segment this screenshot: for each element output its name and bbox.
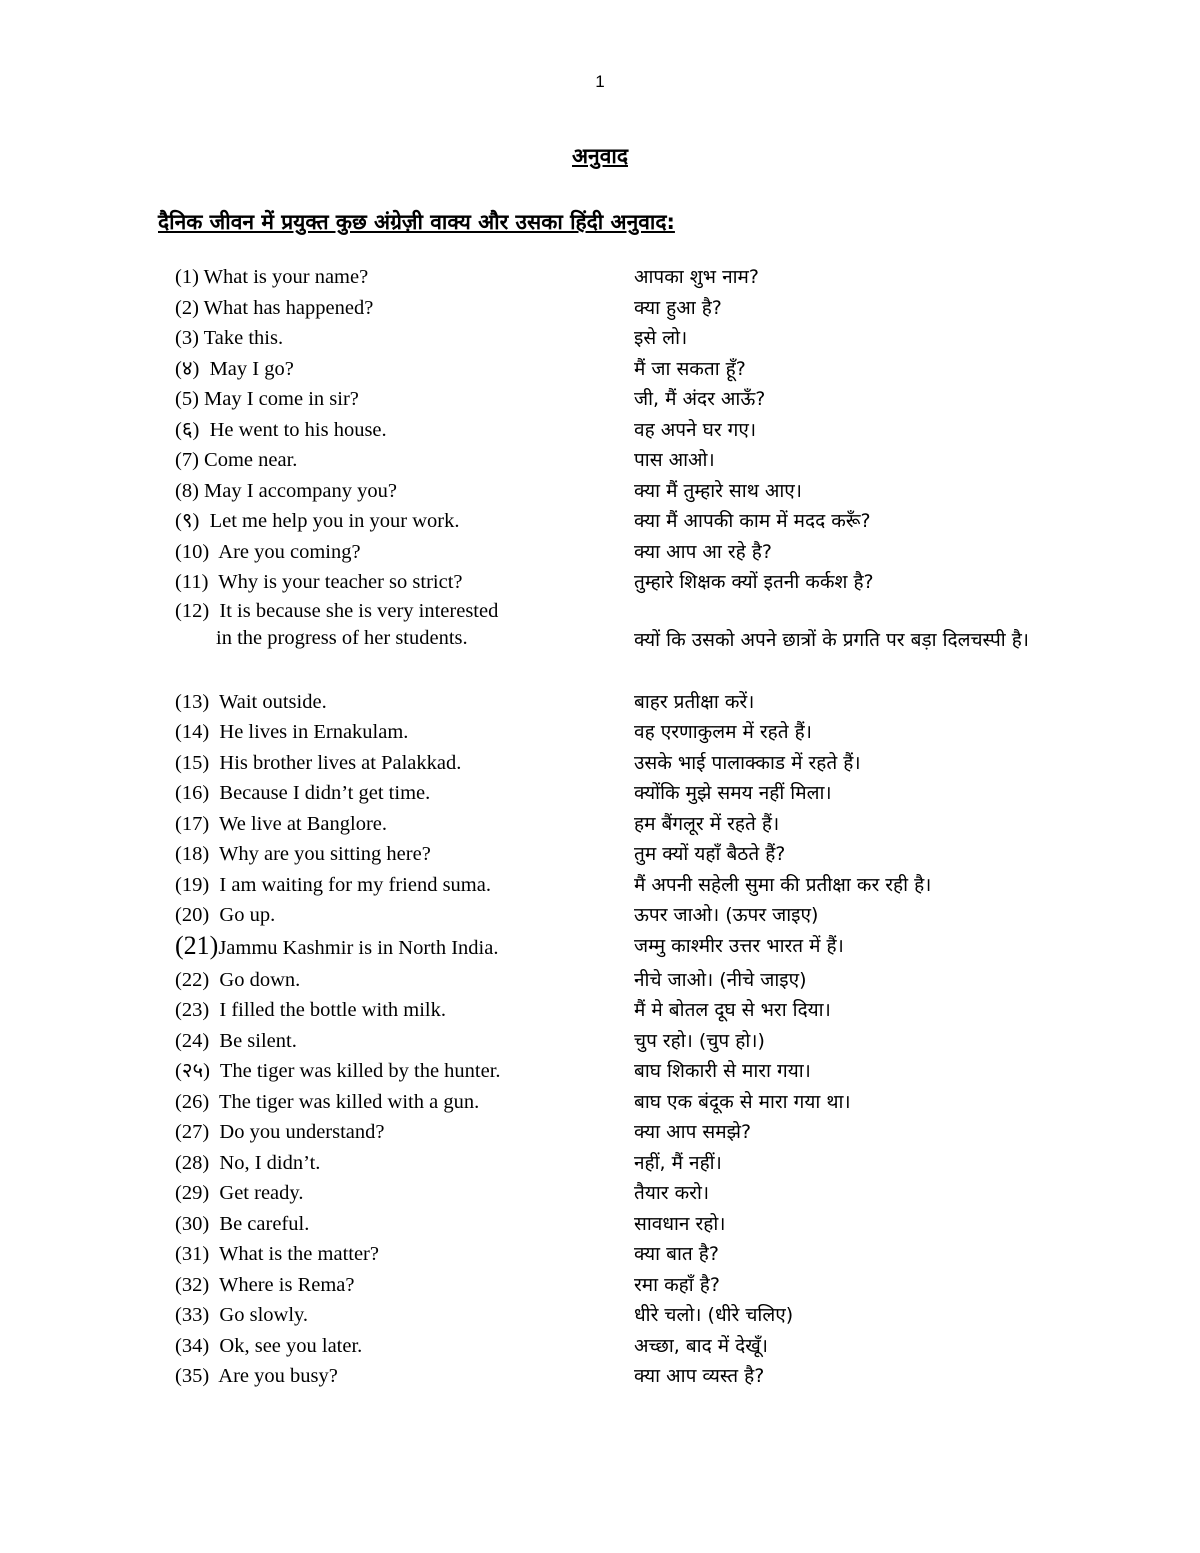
item-number: (1) bbox=[175, 266, 199, 288]
english-text: Wait outside. bbox=[214, 690, 327, 713]
hindi-translation: तैयार करो। bbox=[634, 1182, 710, 1204]
english-sentence bbox=[175, 598, 498, 652]
translation-row bbox=[0, 1148, 1200, 1179]
hindi-translation: क्या मैं तुम्हारे साथ आए। bbox=[634, 479, 803, 502]
english-text: I filled the bottle with milk. bbox=[214, 999, 447, 1021]
english-text-continued: in the progress of her students. bbox=[216, 626, 468, 649]
english-text: Ok, see you later. bbox=[214, 1334, 363, 1357]
item-number: (20) bbox=[175, 904, 210, 926]
translation-row bbox=[0, 965, 1200, 996]
translation-row bbox=[0, 809, 1200, 840]
translation-row bbox=[0, 262, 1200, 293]
item-number: (23) bbox=[175, 999, 210, 1021]
english-text: We live at Banglore. bbox=[214, 812, 388, 835]
item-number: (15) bbox=[175, 751, 210, 774]
translation-row bbox=[0, 1270, 1200, 1301]
item-number: (10) bbox=[175, 540, 210, 563]
item-number: (६) bbox=[175, 418, 200, 441]
translation-row bbox=[0, 900, 1200, 931]
english-sentence bbox=[175, 1178, 303, 1208]
english-text: Be silent. bbox=[214, 1029, 297, 1052]
english-text: What is your name? bbox=[203, 266, 369, 288]
english-text: He lives in Ernakulam. bbox=[214, 721, 409, 743]
item-number: (8) bbox=[175, 479, 199, 502]
item-number: (18) bbox=[175, 843, 210, 865]
item-number: (14) bbox=[175, 721, 210, 743]
hindi-translation: क्या बात है? bbox=[634, 1243, 719, 1265]
translation-row bbox=[0, 717, 1200, 748]
item-number: (27) bbox=[175, 1121, 210, 1143]
translation-row bbox=[0, 870, 1200, 901]
translation-row bbox=[0, 445, 1200, 476]
english-text: Why are you sitting here? bbox=[214, 843, 431, 865]
hindi-translation: तुम क्यों यहाँ बैठते हैं? bbox=[634, 843, 786, 865]
english-text: Come near. bbox=[204, 449, 298, 471]
english-sentence bbox=[175, 1026, 297, 1056]
hindi-translation: बाघ एक बंदूक से मारा गया था। bbox=[634, 1090, 851, 1113]
english-sentence bbox=[175, 748, 461, 778]
hindi-translation: मैं मे बोतल दूघ से भरा दिया। bbox=[634, 999, 831, 1021]
item-number: (12) bbox=[175, 599, 210, 622]
english-sentence bbox=[175, 506, 460, 536]
translation-row bbox=[0, 1361, 1200, 1392]
translation-row bbox=[0, 384, 1200, 415]
english-sentence bbox=[175, 778, 430, 808]
translation-row bbox=[0, 506, 1200, 537]
english-sentence bbox=[175, 1239, 379, 1269]
item-number: (7) bbox=[175, 449, 199, 471]
english-text: Are you busy? bbox=[214, 1365, 338, 1387]
english-sentence bbox=[175, 567, 463, 597]
english-sentence bbox=[175, 293, 373, 323]
item-number: (3) bbox=[175, 327, 199, 349]
english-sentence bbox=[175, 1300, 308, 1330]
english-text: Because I didn’t get time. bbox=[214, 782, 431, 804]
hindi-translation: तुम्हारे शिक्षक क्यों इतनी कर्कश है? bbox=[634, 571, 874, 593]
english-text: What has happened? bbox=[203, 296, 374, 319]
english-sentence bbox=[175, 900, 275, 930]
hindi-translation: क्या आप व्यस्त है? bbox=[634, 1365, 765, 1387]
english-text: His brother lives at Palakkad. bbox=[214, 751, 462, 774]
english-sentence bbox=[175, 1209, 309, 1239]
hindi-translation: क्या आप समझे? bbox=[634, 1121, 752, 1143]
english-text: Be careful. bbox=[214, 1212, 310, 1235]
english-text: Go down. bbox=[214, 968, 301, 991]
translation-row bbox=[0, 567, 1200, 598]
translation-row bbox=[0, 748, 1200, 779]
english-text: It is because she is very interested bbox=[214, 599, 499, 622]
hindi-translation: रमा कहाँ है? bbox=[634, 1273, 720, 1296]
hindi-translation: नीचे जाओ। (नीचे जाइए) bbox=[634, 968, 807, 991]
english-sentence bbox=[175, 1270, 355, 1300]
item-number: (21) bbox=[175, 930, 219, 960]
english-text: Let me help you in your work. bbox=[204, 510, 460, 532]
item-number: (32) bbox=[175, 1273, 210, 1296]
english-sentence bbox=[175, 1056, 501, 1086]
hindi-translation: वह अपने घर गए। bbox=[634, 418, 757, 441]
english-text: Are you coming? bbox=[214, 540, 361, 563]
item-number: (४) bbox=[175, 357, 200, 380]
translation-row bbox=[0, 537, 1200, 568]
translation-row bbox=[0, 476, 1200, 507]
item-number: (35) bbox=[175, 1365, 210, 1387]
english-sentence bbox=[175, 839, 431, 869]
english-text: Get ready. bbox=[214, 1182, 304, 1204]
translation-row bbox=[0, 931, 1200, 965]
english-sentence bbox=[175, 687, 327, 717]
translation-row bbox=[0, 415, 1200, 446]
hindi-translation: जम्मु काश्मीर उत्तर भारत में हैं। bbox=[634, 934, 844, 957]
hindi-translation: जी, मैं अंदर आऊँ? bbox=[634, 388, 766, 410]
item-number: (16) bbox=[175, 782, 210, 804]
hindi-translation: अच्छा, बाद में देखूँ। bbox=[634, 1334, 768, 1357]
english-sentence bbox=[175, 476, 397, 506]
item-number: (24) bbox=[175, 1029, 210, 1052]
english-text: He went to his house. bbox=[204, 418, 387, 441]
translation-row bbox=[0, 354, 1200, 385]
hindi-translation: पास आओ। bbox=[634, 449, 715, 471]
translation-row bbox=[0, 323, 1200, 354]
english-text: Do you understand? bbox=[214, 1121, 385, 1143]
english-text: Go up. bbox=[214, 904, 276, 926]
item-number: (26) bbox=[175, 1090, 210, 1113]
hindi-translation: क्या आप आ रहे है? bbox=[634, 540, 772, 563]
hindi-translation: उसके भाई पालाक्काड में रहते हैं। bbox=[634, 751, 861, 774]
item-number: (11) bbox=[175, 571, 209, 593]
english-text: Where is Rema? bbox=[214, 1273, 355, 1296]
english-text: I am waiting for my friend suma. bbox=[214, 873, 491, 896]
english-sentence bbox=[175, 1361, 338, 1391]
item-number: (30) bbox=[175, 1212, 210, 1235]
item-number: (31) bbox=[175, 1243, 210, 1265]
translation-row bbox=[0, 778, 1200, 809]
english-sentence bbox=[175, 415, 387, 445]
item-number: (22) bbox=[175, 968, 210, 991]
hindi-translation: वह एरणाकुलम में रहते हैं। bbox=[634, 721, 812, 743]
item-number: (5) bbox=[175, 388, 199, 410]
page-title: अनुवाद bbox=[572, 144, 628, 168]
english-text: Take this. bbox=[203, 327, 284, 349]
hindi-translation: धीरे चलो। (धीरे चलिए) bbox=[634, 1304, 794, 1326]
english-sentence bbox=[175, 965, 300, 995]
english-text: The tiger was killed by the hunter. bbox=[215, 1060, 501, 1082]
english-sentence bbox=[175, 537, 361, 567]
hindi-translation: क्या मैं आपकी काम में मदद करूँ? bbox=[634, 510, 871, 532]
english-sentence bbox=[175, 1087, 479, 1117]
english-text: The tiger was killed with a gun. bbox=[214, 1090, 480, 1113]
english-text: May I accompany you? bbox=[204, 479, 397, 502]
translation-row bbox=[0, 1331, 1200, 1362]
english-text: What is the matter? bbox=[214, 1243, 379, 1265]
item-number: (33) bbox=[175, 1304, 210, 1326]
english-sentence bbox=[175, 1148, 320, 1178]
translation-row bbox=[0, 293, 1200, 324]
translation-row bbox=[0, 687, 1200, 718]
page-subtitle: दैनिक जीवन में प्रयुक्त कुछ अंग्रेज़ी वाक्य और उसका हिंदी अनुवाद: bbox=[158, 210, 675, 234]
item-number: (९) bbox=[175, 510, 200, 532]
translation-row bbox=[0, 1056, 1200, 1087]
translation-row bbox=[0, 1209, 1200, 1240]
hindi-translation: क्योंकि मुझे समय नहीं मिला। bbox=[634, 782, 832, 804]
english-sentence bbox=[175, 870, 491, 900]
hindi-translation: क्यों कि उसको अपने छात्रों के प्रगति पर बड़ा दिलचस्पी है। bbox=[634, 628, 1029, 651]
hindi-translation: हम बैंगलूर में रहते हैं। bbox=[634, 812, 780, 835]
hindi-translation: सावधान रहो। bbox=[634, 1212, 726, 1235]
hindi-translation: मैं जा सकता हूँ? bbox=[634, 357, 746, 380]
english-text: May I go? bbox=[204, 357, 294, 380]
item-number: (29) bbox=[175, 1182, 210, 1204]
item-number: (17) bbox=[175, 812, 210, 835]
hindi-translation: मैं अपनी सहेली सुमा की प्रतीक्षा कर रही है। bbox=[634, 873, 932, 896]
hindi-translation: नहीं, मैं नहीं। bbox=[634, 1151, 722, 1174]
item-number: (13) bbox=[175, 690, 210, 713]
translation-row bbox=[0, 1239, 1200, 1270]
translation-row bbox=[0, 1087, 1200, 1118]
item-number: (2) bbox=[175, 296, 199, 319]
english-sentence bbox=[175, 1331, 362, 1361]
english-text: May I come in sir? bbox=[204, 388, 359, 410]
translation-row bbox=[0, 995, 1200, 1026]
english-text: Why is your teacher so strict? bbox=[213, 571, 463, 593]
translation-row bbox=[0, 1026, 1200, 1057]
english-sentence bbox=[175, 717, 408, 747]
english-sentence bbox=[175, 384, 359, 414]
item-number: (२५) bbox=[175, 1060, 210, 1082]
translation-list bbox=[0, 262, 1200, 1392]
hindi-translation: आपका शुभ नाम? bbox=[634, 266, 759, 288]
translation-row bbox=[0, 598, 1200, 687]
english-sentence bbox=[175, 354, 294, 384]
hindi-translation: बाहर प्रतीक्षा करें। bbox=[634, 690, 755, 713]
translation-row bbox=[0, 1300, 1200, 1331]
english-sentence bbox=[175, 1117, 385, 1147]
english-sentence bbox=[175, 931, 498, 963]
item-number: (28) bbox=[175, 1151, 210, 1174]
translation-row bbox=[0, 1178, 1200, 1209]
english-text: No, I didn’t. bbox=[214, 1151, 321, 1174]
item-number: (19) bbox=[175, 873, 210, 896]
english-sentence bbox=[175, 809, 387, 839]
english-sentence bbox=[175, 995, 446, 1025]
translation-row bbox=[0, 1117, 1200, 1148]
english-text: Jammu Kashmir is in North India. bbox=[218, 936, 499, 959]
hindi-translation: क्या हुआ है? bbox=[634, 296, 722, 319]
item-number: (34) bbox=[175, 1334, 210, 1357]
english-sentence bbox=[175, 445, 297, 475]
hindi-translation: ऊपर जाओ। (ऊपर जाइए) bbox=[634, 904, 819, 926]
translation-row bbox=[0, 839, 1200, 870]
english-text: Go slowly. bbox=[214, 1304, 309, 1326]
page-number: 1 bbox=[595, 72, 605, 91]
hindi-translation: इसे लो। bbox=[634, 327, 688, 349]
english-sentence bbox=[175, 323, 283, 353]
hindi-translation: चुप रहो। (चुप हो।) bbox=[634, 1029, 765, 1052]
english-sentence bbox=[175, 262, 368, 292]
hindi-translation: बाघ शिकारी से मारा गया। bbox=[634, 1060, 811, 1082]
